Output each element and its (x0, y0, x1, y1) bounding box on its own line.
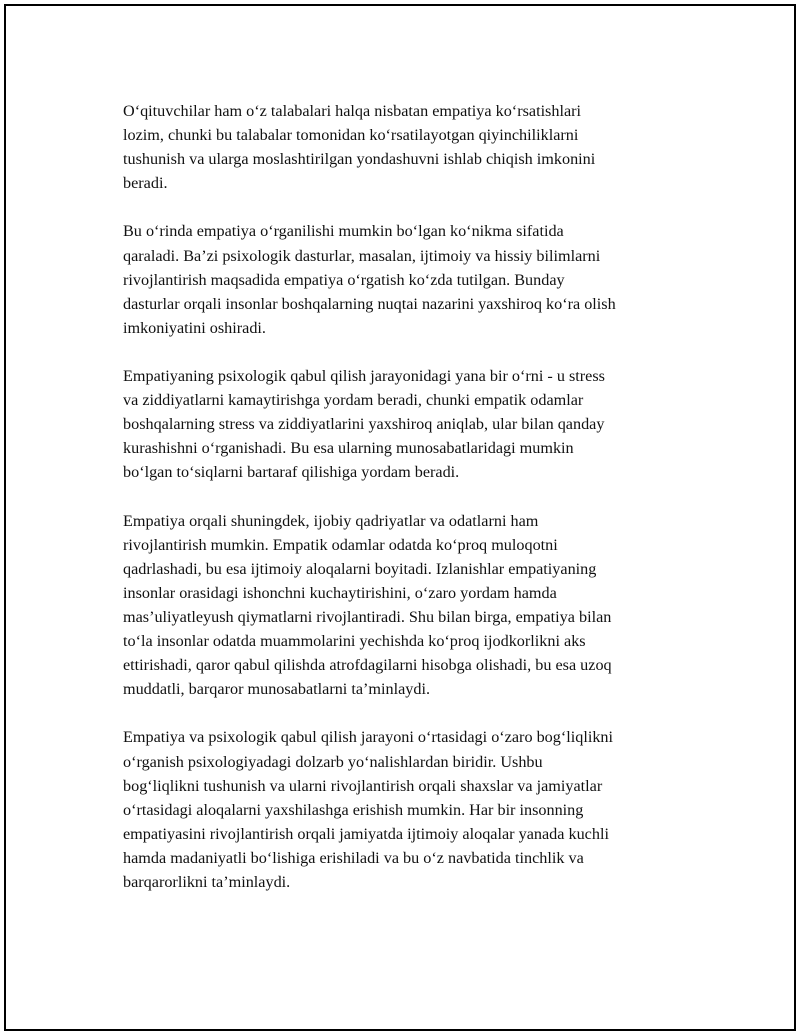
text-line: Bu o‘rinda empatiya o‘rganilishi mumkin bo‘lgan ko‘nikma sifatida (123, 222, 564, 241)
text-line: rivojlantirish mumkin. Empatik odamlar odatda ko‘proq muloqotni (123, 535, 558, 554)
text-line: bog‘liqlikni tushunish va ularni rivojlantirish orqali shaxslar va jamiyatlar (123, 776, 603, 795)
text-line: o‘rganish psixologiyadagi dolzarb yo‘nalishlardan biridir. Ushbu (123, 752, 543, 771)
text-line: to‘la insonlar odatda muammolarini yechishda ko‘proq ijodkorlikni aks (123, 632, 586, 651)
paragraph-2 (123, 219, 693, 339)
text-line: bo‘lgan to‘siqlarni bartaraf qilishiga yordam beradi. (123, 463, 460, 482)
text-line: empatiyasini rivojlantirish orqali jamiyatda ijtimoiy aloqalar yanada kuchli (123, 824, 609, 843)
text-line: mas’uliyatleyush qiymatlarni rivojlantiradi. Shu bilan birga, empatiya bilan (123, 607, 612, 626)
paragraph-5 (123, 725, 693, 894)
text-line: kurashishni o‘rganishadi. Bu esa ularning munosabatlaridagi mumkin (123, 439, 574, 458)
text-line: o‘rtasidagi aloqalarni yaxshilashga erishish mumkin. Har bir insonning (123, 800, 584, 819)
text-line: qaraladi. Ba’zi psixologik dasturlar, masalan, ijtimoiy va hissiy bilimlarni (123, 246, 601, 265)
text-line: Empatiya va psixologik qabul qilish jarayoni o‘rtasidagi o‘zaro bog‘liqlikni (123, 728, 614, 747)
paragraph-1 (123, 99, 693, 195)
page-frame (4, 4, 796, 1031)
text-line: Empatiyaning psixologik qabul qilish jarayonidagi yana bir o‘rni - u stress (123, 367, 605, 386)
text-line: imkoniyatini oshiradi. (123, 318, 266, 337)
text-line: qadrlashadi, bu esa ijtimoiy aloqalarni boyitadi. Izlanishlar empatiyaning (123, 559, 597, 578)
text-line: rivojlantirish maqsadida empatiya o‘rgatish ko‘zda tutilgan. Bunday (123, 270, 565, 289)
text-line: dasturlar orqali insonlar boshqalarning nuqtai nazarini yaxshiroq ko‘ra olish (123, 294, 616, 313)
text-line: ettirishadi, qaror qabul qilishda atrofdagilarni hisobga olishadi, bu esa uzoq (123, 656, 612, 675)
text-line: muddatli, barqaror munosabatlarni ta’minlaydi. (123, 680, 431, 699)
text-line: boshqalarning stress va ziddiyatlarini yaxshiroq aniqlab, ular bilan qanday (123, 415, 605, 434)
paragraph-4 (123, 509, 693, 702)
text-line: va ziddiyatlarni kamaytirishga yordam beradi, chunki empatik odamlar (123, 391, 584, 410)
text-line: O‘qituvchilar ham o‘z talabalari halqa nisbatan empatiya ko‘rsatishlari (123, 102, 582, 120)
paragraph-3 (123, 364, 693, 484)
text-line: barqarorlikni ta’minlaydi. (123, 873, 291, 891)
text-line: tushunish va ularga moslashtirilgan yondashuvni ishlab chiqish imkonini (123, 150, 596, 169)
text-line: insonlar orasidagi ishonchni kuchaytirishini, o‘zaro yordam hamda (123, 583, 557, 602)
text-line: lozim, chunki bu talabalar tomonidan ko‘rsatilayotgan qiyinchiliklarni (123, 126, 579, 145)
document-body (123, 99, 693, 918)
text-line: Empatiya orqali shuningdek, ijobiy qadriyatlar va odatlarni ham (123, 511, 539, 530)
text-line: beradi. (123, 174, 168, 193)
text-line: hamda madaniyatli bo‘lishiga erishiladi va bu o‘z navbatida tinchlik va (123, 848, 584, 867)
